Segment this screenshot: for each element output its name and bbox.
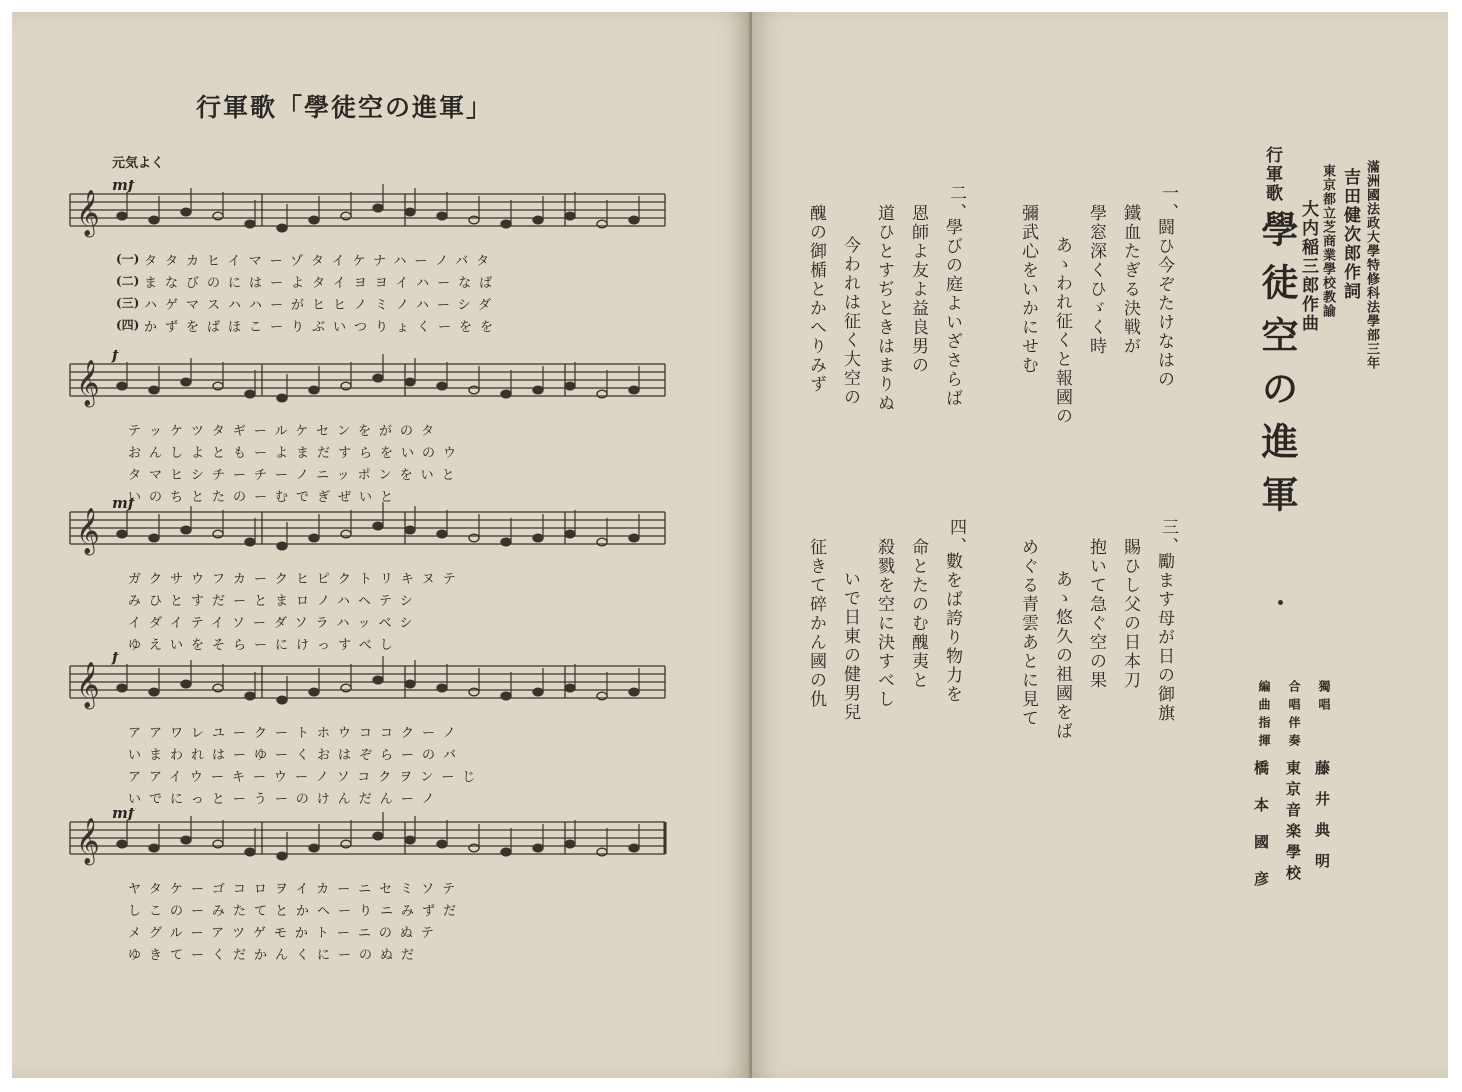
credit-role-1: 獨唱 (1317, 680, 1331, 716)
composer-credit: 大内稲三郎作曲 (1298, 200, 1318, 333)
verse-line: めぐる青雲あとに見て (1018, 538, 1038, 728)
note-head (341, 840, 351, 848)
tempo-marking: 元気よく (112, 156, 165, 171)
lyric-syllables: ハゲマスハハーがヒヒノミノハーシダ (144, 298, 500, 313)
note-head (501, 848, 511, 856)
note-head (341, 382, 351, 390)
lyric-row (118, 568, 658, 588)
note-head (501, 220, 511, 228)
verse-label-3: 三、 (1158, 518, 1178, 556)
lyric-row (118, 900, 658, 920)
lyric-syllables: タタカヒイマーゾタイケナハーノバタ (144, 254, 498, 269)
note-head (181, 680, 191, 688)
note-head (213, 212, 223, 220)
lyric-syllables: タマヒシチーチーノニッポンをいと (128, 468, 463, 483)
lyric-row (118, 420, 658, 440)
staff-lines (0, 180, 738, 250)
note-head (437, 212, 447, 220)
note-head (117, 530, 127, 538)
note-head (341, 684, 351, 692)
lyric-syllables: イダイテイソーダソラハッベシ (128, 616, 421, 631)
note-head (181, 836, 191, 844)
lyric-row (118, 878, 658, 898)
verse-number: (二) (116, 274, 140, 288)
lyric-syllables: ガクサウフカークヒピクトリキヌテ (128, 572, 464, 587)
note-head (213, 382, 223, 390)
lyric-syllables: メグルーアツゲモかトーニのぬテ (128, 926, 442, 941)
note-head (405, 680, 415, 688)
note-head (565, 382, 575, 390)
lyric-syllables: テッケツタギールケセンをがのタ (128, 424, 442, 439)
note-head (469, 386, 479, 394)
note-head (629, 386, 639, 394)
note-head (245, 692, 255, 700)
dynamic-marking: f (112, 652, 119, 666)
note-head (469, 534, 479, 542)
note-head (629, 844, 639, 852)
verse-number: (四) (116, 318, 140, 332)
note-head (309, 688, 319, 696)
verse-line: 學窓深くひゞく時 (1086, 204, 1106, 356)
note-head (309, 216, 319, 224)
verse-line: 命とたのむ醜夷と (908, 538, 928, 690)
note-head (629, 534, 639, 542)
note-head (245, 848, 255, 856)
credit-role-2: 合唱伴奏 (1287, 680, 1301, 752)
lyric-row (118, 272, 658, 292)
credit-role-3: 編曲指揮 (1257, 680, 1271, 752)
lyric-syllables: かずをばほこーりぶいつりょくーをを (144, 320, 502, 335)
lyric-syllables: いでにっとーうーのけんだんーノ (128, 792, 443, 807)
note-head (405, 378, 415, 386)
lyric-syllables: ゆきてーくだかんくにーのぬだ (128, 948, 423, 963)
verse-line: 殺戮を空に決すべし (874, 538, 894, 709)
dynamic-marking: mf (112, 498, 135, 512)
lyric-syllables: ゆえいをそらーにけっすべし (128, 638, 401, 653)
lyric-syllables: おんしよともーよまだすらをいのウ (128, 446, 465, 461)
treble-clef-icon: 𝄞 (76, 818, 100, 864)
note-head (597, 220, 607, 228)
note-head (373, 374, 383, 382)
verse-line: 闘ひ今ぞたけなはの (1154, 218, 1174, 389)
note-head (469, 216, 479, 224)
note-head (629, 688, 639, 696)
verse-line: 學びの庭よいざさらば (942, 218, 962, 408)
note-head (117, 212, 127, 220)
verse-line: 征きて碎かん國の仇 (806, 538, 826, 709)
verse-line: 勵ます母が日の御旗 (1154, 552, 1174, 723)
staff-system-4 (0, 652, 738, 812)
score-title: 行軍歌「學徒空の進軍」 (196, 93, 494, 122)
treble-clef-icon: 𝄞 (76, 360, 100, 406)
verse-line: 賜ひし父の日本刀 (1120, 538, 1140, 690)
note-head (437, 530, 447, 538)
lyric-row (118, 922, 658, 942)
note-head (181, 378, 191, 386)
note-head (309, 534, 319, 542)
lyric-row (118, 442, 658, 462)
note-head (373, 522, 383, 530)
note-head (565, 684, 575, 692)
note-head (149, 844, 159, 852)
lyric-row (118, 634, 658, 654)
note-head (597, 390, 607, 398)
lyric-row (118, 766, 658, 786)
note-head (309, 844, 319, 852)
note-head (469, 688, 479, 696)
lyric-row (118, 250, 658, 270)
staff-lines (0, 652, 738, 722)
note-head (533, 386, 543, 394)
verse-line: あゝ悠久の祖國をば (1052, 570, 1072, 741)
note-head (405, 208, 415, 216)
lyric-row (118, 944, 658, 964)
lyric-row (118, 722, 658, 742)
lyric-row (118, 590, 658, 610)
lyric-syllables: いのちとたのーむでぎぜいと (128, 490, 402, 505)
note-head (277, 696, 287, 704)
verse-number: (三) (116, 296, 140, 310)
lyric-row (118, 294, 658, 314)
staff-lines (0, 808, 738, 878)
note-head (277, 224, 287, 232)
verse-line: あゝわれ征くと報國の (1052, 236, 1072, 426)
lyricist-affiliation: 滿洲國法政大學特修科法學部三年 (1364, 160, 1379, 370)
note-head (597, 848, 607, 856)
note-head (277, 852, 287, 860)
note-head (341, 212, 351, 220)
lyric-syllables: いまわれはーゆーくおはぞらーのバ (128, 748, 465, 763)
verse-label-1: 一、 (1158, 184, 1178, 222)
note-head (309, 386, 319, 394)
note-head (213, 684, 223, 692)
note-head (277, 542, 287, 550)
note-head (533, 534, 543, 542)
note-head (565, 212, 575, 220)
note-head (405, 836, 415, 844)
verse-line: 鐵血たぎる決戦が (1120, 204, 1140, 356)
song-genre: 行軍歌 (1262, 146, 1282, 203)
lyric-row (118, 744, 658, 764)
verse-line: 今われは征く大空の (840, 236, 860, 407)
note-head (629, 216, 639, 224)
note-head (597, 538, 607, 546)
note-head (117, 684, 127, 692)
lyricist-credit: 吉田健次郎作詞 (1340, 168, 1360, 301)
staff-system-3 (0, 498, 738, 658)
note-head (405, 526, 415, 534)
note-head (501, 538, 511, 546)
note-head (533, 688, 543, 696)
verse-line: 抱いて急ぐ空の果 (1086, 538, 1106, 690)
staff-system-1 (0, 156, 738, 340)
note-head (213, 840, 223, 848)
note-head (181, 208, 191, 216)
note-head (245, 538, 255, 546)
note-head (469, 844, 479, 852)
verse-label-2: 二、 (946, 184, 966, 222)
dynamic-marking: f (112, 350, 119, 364)
note-head (181, 526, 191, 534)
title-dot (1278, 600, 1283, 605)
verse-line: 數をば誇り物力を (942, 552, 962, 704)
credit-name-1: 藤井典明 (1313, 760, 1331, 884)
verse-line: 醜の御楯とかへりみず (806, 204, 826, 394)
note-head (117, 840, 127, 848)
lyric-row (118, 788, 658, 808)
note-head (501, 692, 511, 700)
note-head (565, 530, 575, 538)
lyric-row (118, 316, 658, 336)
note-head (149, 386, 159, 394)
dynamic-marking: mf (112, 180, 135, 194)
note-head (373, 832, 383, 840)
note-head (533, 216, 543, 224)
lyric-syllables: しこのーみたてとかヘーりニみずだ (128, 904, 465, 919)
lyric-syllables: アアワレユークートホウココクーノ (128, 726, 464, 741)
note-head (149, 216, 159, 224)
lyric-syllables: アアイウーキーウーノソコクヲンーじ (128, 770, 484, 785)
verse-line: 道ひとすぢときはまりぬ (874, 204, 894, 413)
verse-number: (一) (116, 252, 140, 266)
note-head (373, 676, 383, 684)
note-head (149, 688, 159, 696)
note-head (501, 390, 511, 398)
credit-name-2: 東京音楽學校 (1284, 760, 1302, 886)
verse-label-4: 四、 (946, 518, 966, 556)
note-head (437, 382, 447, 390)
lyric-syllables: まなびのにはーよタイヨヨイハーなば (144, 276, 501, 291)
note-head (437, 684, 447, 692)
note-head (213, 530, 223, 538)
staff-system-2 (0, 350, 738, 510)
staff-lines (0, 350, 738, 420)
note-head (277, 394, 287, 402)
note-head (341, 530, 351, 538)
staff-system-5 (0, 808, 738, 968)
verse-line: いで日東の健男兒 (840, 570, 860, 722)
song-title: 學徒空の進軍 (1255, 210, 1299, 528)
verse-line: 恩師よ友よ益良男の (908, 204, 928, 375)
treble-clef-icon: 𝄞 (76, 508, 100, 554)
note-head (117, 382, 127, 390)
staff-lines (0, 498, 738, 568)
credit-name-3: 橋本國彦 (1252, 760, 1270, 908)
note-head (245, 390, 255, 398)
treble-clef-icon: 𝄞 (76, 662, 100, 708)
note-head (373, 204, 383, 212)
dynamic-marking: mf (112, 808, 135, 822)
verse-line: 彌武心をいかにせむ (1018, 204, 1038, 375)
composer-affiliation: 東京都立芝商業學校教諭 (1320, 164, 1335, 318)
note-head (565, 840, 575, 848)
lyric-syllables: みひとすだーとまロノハヘテシ (128, 594, 421, 609)
lyric-syllables: ヤタケーゴコロヲイカーニセミソテ (128, 882, 464, 897)
note-head (533, 844, 543, 852)
note-head (437, 840, 447, 848)
lyric-row (118, 464, 658, 484)
lyric-row (118, 612, 658, 632)
treble-clef-icon: 𝄞 (76, 190, 100, 236)
note-head (245, 220, 255, 228)
note-head (597, 692, 607, 700)
note-head (149, 534, 159, 542)
